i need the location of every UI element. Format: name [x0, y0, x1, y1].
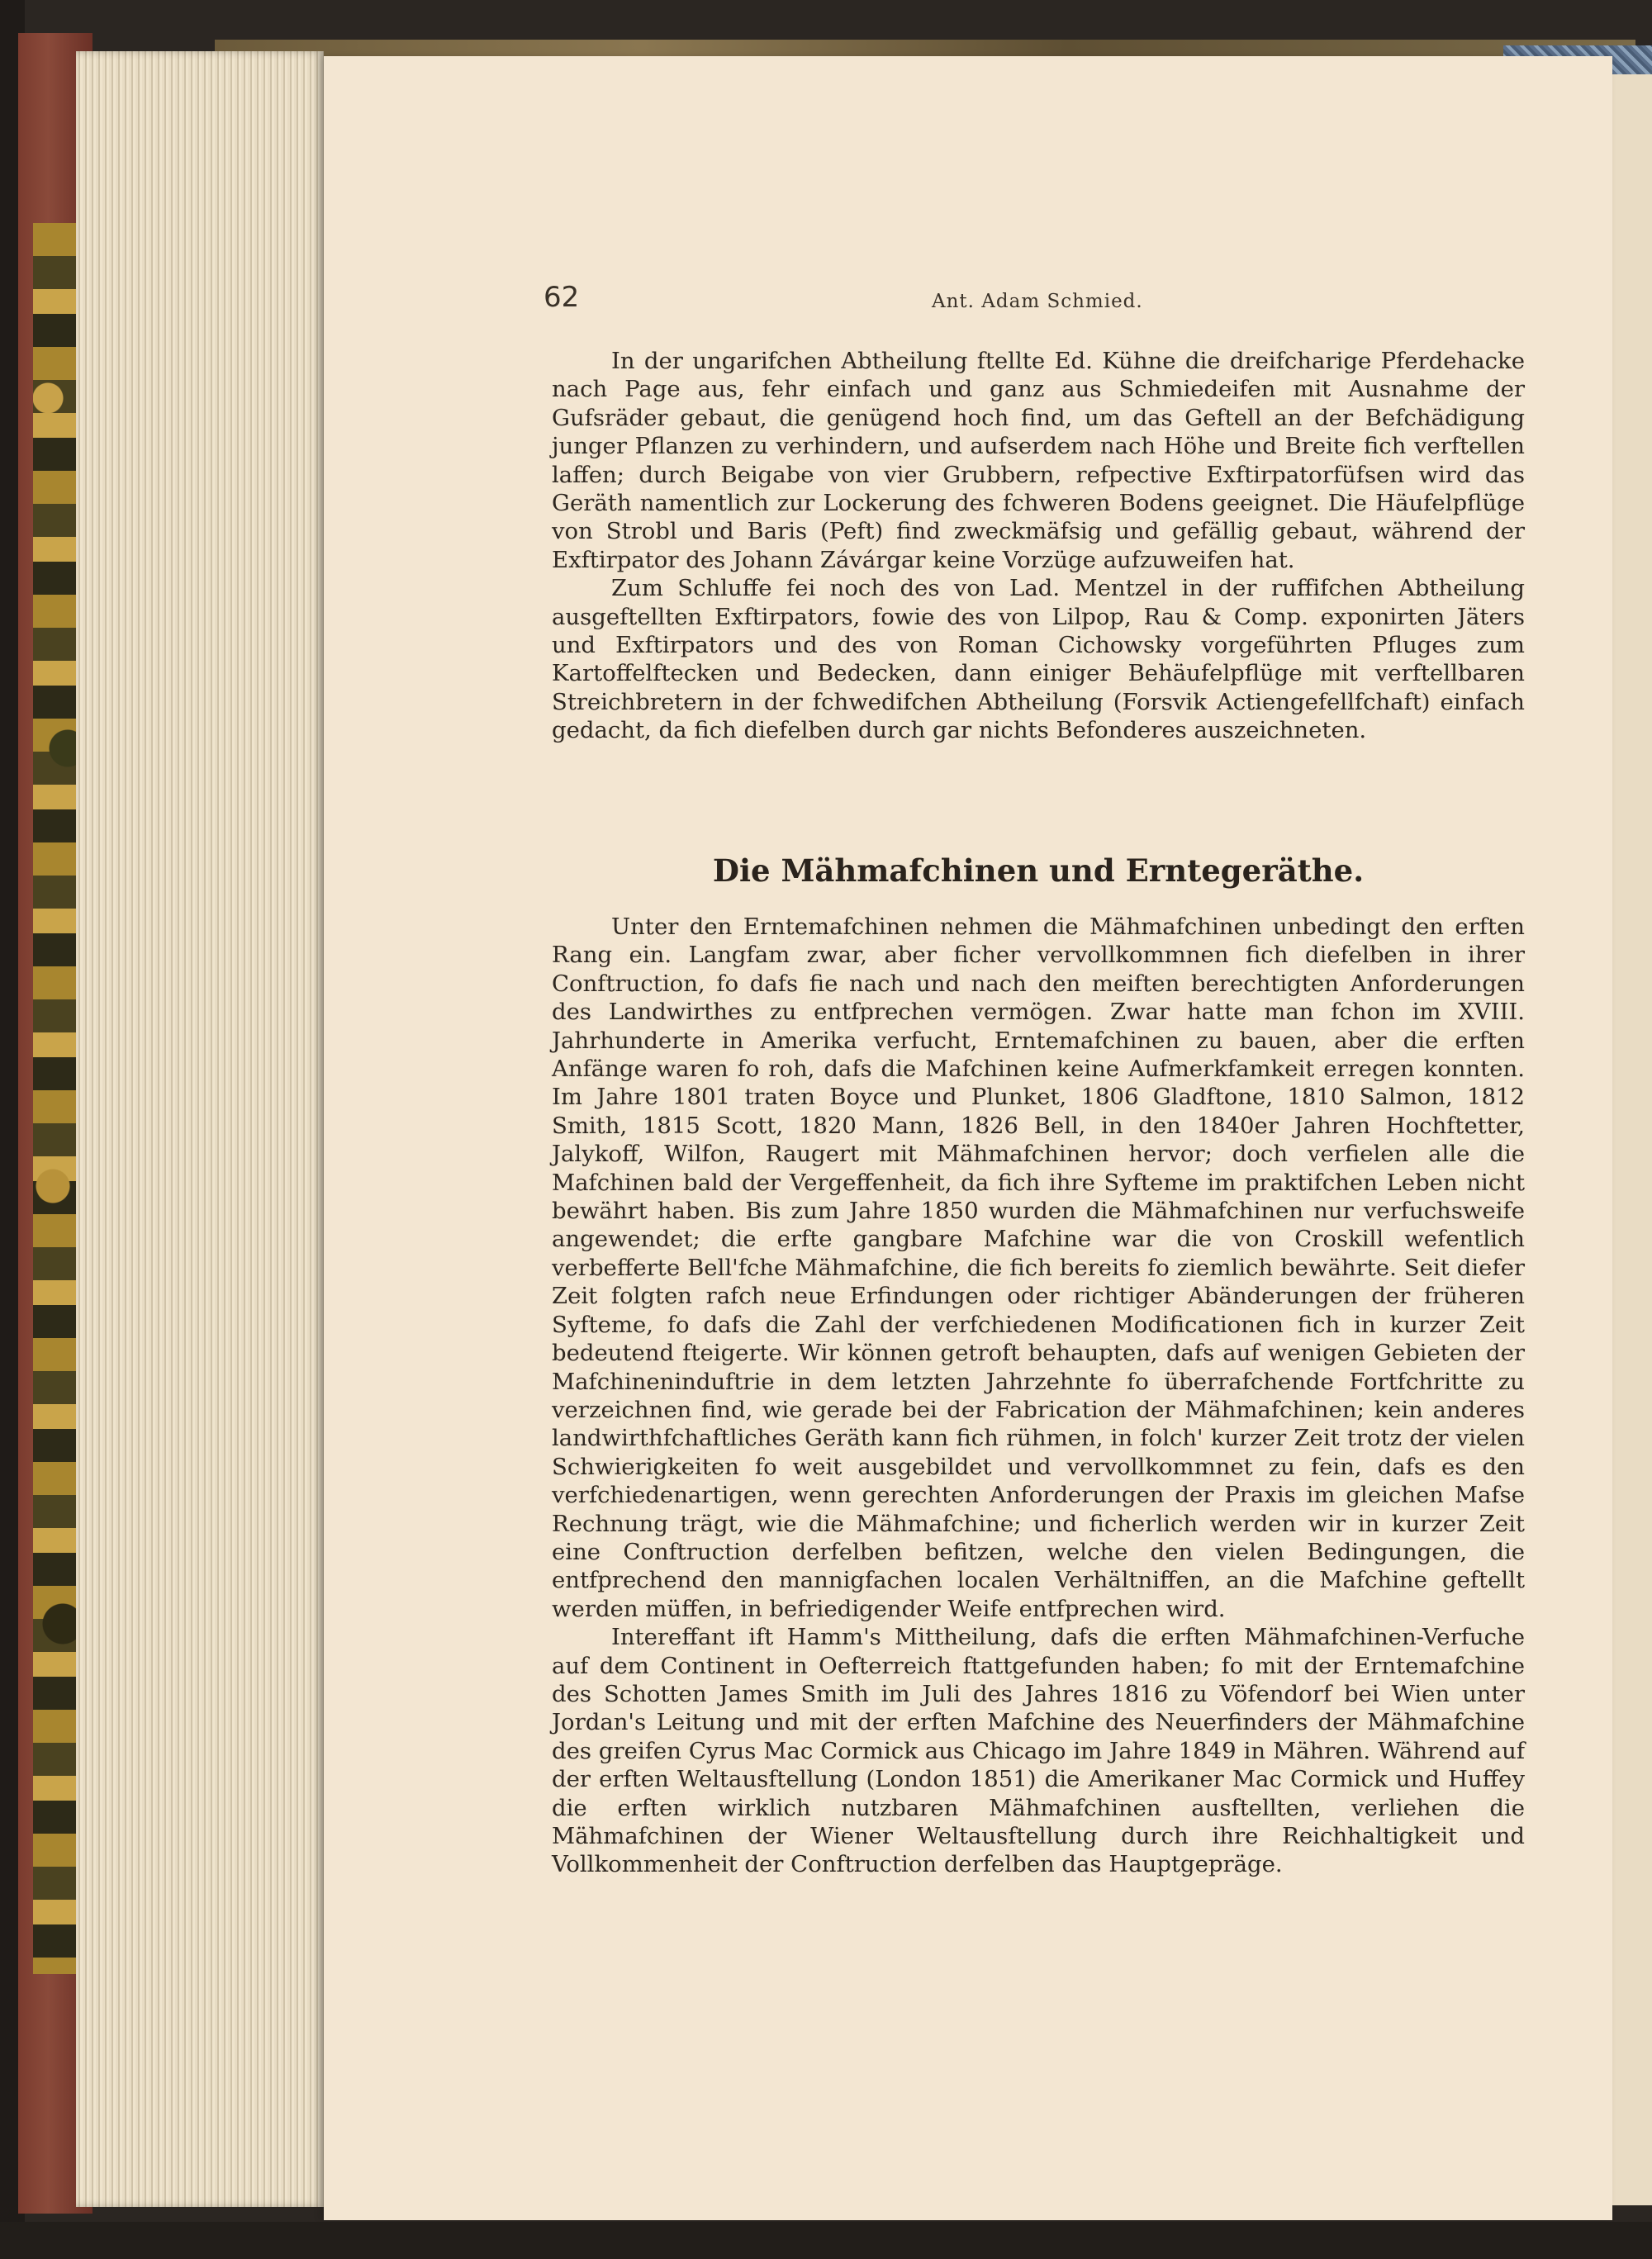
paragraph: Intereffant ift Hamm's Mittheilung, dafs die erften Mähmafchinen-Verfuche auf dem Continent in Oefterreich ftattgefunden haben; fo mit der Erntemafchine des Schotten James Smith im Juli des Jahres 1816 zu Vöfendorf bei Wien unter Jordan's Leitung und mit der erften Mafchine des Neuerfinders der Mähmafchine des greifen Cyrus Mac Cormick aus Chicago im Jahre 1849 in Mähren. Während auf der erften Weltausftellung (London 1851) die Amerikaner Mac Cormick und Huffey die erften wirklich nutzbaren Mähmafchinen ausftellten, verliehen die Mähmafchinen der Wiener Weltausftellung durch ihre Reichhaltigkeit und Vollkommenheit der Conftruction derfelben das Hauptgepräge.	[552, 1624, 1525, 1878]
paragraph: Unter den Erntemafchinen nehmen die Mähmafchinen unbedingt den erften Rang ein. Langfam zwar, aber ficher vervollkommnen fich diefelben in ihrer Conftruction, fo dafs fie nach und nach den meiften berechtigten Anforderungen des Landwirthes zu entfprechen vermögen. Zwar hatte man fchon im XVIII. Jahrhunderte in Amerika verfucht, Erntemafchinen zu bauen, aber die erften Anfänge waren fo roh, dafs die Mafchinen keine Aufmerkfamkeit erregen konnten. Im Jahre 1801 traten Boyce und Plunket, 1806 Gladftone, 1810 Salmon, 1812 Smith, 1815 Scott, 1820 Mann, 1826 Bell, in den 1840er Jahren Hochftetter, Jalykoff, Wilfon, Raugert mit Mähmafchinen hervor; doch verfielen alle die Mafchinen bald der Vergeffenheit, da fich ihre Syfteme im praktifchen Leben nicht bewährt haben. Bis zum Jahre 1850 wurden die Mähmafchinen nur verfuchsweife angewendet; die erfte gangbare Mafchine war die von Croskill wefentlich verbefferte Bell'fche Mähmafchine, die fich bereits fo ziemlich bewährte. Seit diefer Zeit folgten rafch neue Erfindungen oder richtiger Abänderungen der früheren Syfteme, fo dafs die Zahl der verfchiedenen Modificationen fich in kurzer Zeit bedeutend fteigerte. Wir können getroft behaupten, dafs auf wenigen Gebieten der Mafchineninduftrie in dem letzten Jahrzehnte fo überrafchende Fortfchritte zu verzeichnen find, wie gerade bei der Fabrication der Mähmafchinen; kein anderes landwirthfchaftliches Geräth kann fich rühmen, in folch' kurzer Zeit trotz der vielen Schwierigkeiten fo weit ausgebildet und vervollkommnet zu fein, dafs es den verfchiedenartigen, wenn gerechten Anforderungen der Praxis im gleichen Mafse Rechnung trägt, wie die Mähmafchine; und ficherlich werden wir in kurzer Zeit eine Conftruction derfelben befitzen, welche den vielen Bedingungen, die entfprechend den mannigfachen localen Verhältniffen, an die Mafchine geftellt werden müffen, in befriedigender Weife entfprechen wird.	[552, 914, 1525, 1622]
page-header	[544, 281, 1535, 330]
bottom-shadow	[0, 2222, 1652, 2259]
body-text-top	[552, 347, 1525, 745]
marbled-endpaper	[33, 223, 83, 1974]
body-text-section	[552, 913, 1525, 1879]
running-head: Ant. Adam Schmied.	[932, 291, 1143, 312]
page-stack-edges	[76, 51, 324, 2207]
paragraph: In der ungarifchen Abtheilung ftellte Ed. Kühne die dreifcharige Pferdehacke nach Page aus, fehr einfach und ganz aus Schmiedeifen mit Ausnahme der Gufsräder gebaut, die genügend hoch find, um das Geftell an der Befchädigung junger Pflanzen zu verhindern, und aufserdem nach Höhe und Breite fich verftellen laffen; durch Beigabe von vier Grubbern, refpective Exftirpatorfüfsen wird das Geräth namentlich zur Lockerung des fchweren Bodens geeignet. Die Häufelpflüge von Strobl und Baris (Peft) find zweckmäfsig und gefällig gebaut, während der Exftirpator des Johann Závárgar keine Vorzüge aufzuweifen hat.	[552, 348, 1525, 573]
page-number: 62	[544, 281, 580, 314]
paragraph: Zum Schluffe fei noch des von Lad. Mentzel in der ruffifchen Abtheilung ausgeftellten Exftirpators, fowie des von Lilpop, Rau & Comp. exponirten Jäters und Exftirpators und des von Roman Cichowsky vorgeführten Pfluges zum Kartoffelftecken und Bedecken, dann einiger Behäufelpflüge mit verftellbaren Streichbretern in der fchwedifchen Abtheilung (Forsvik Actiengefellfchaft) einfach gedacht, da fich diefelben durch gar nichts Befonderes auszeichneten.	[552, 575, 1525, 744]
section-heading: Die Mähmafchinen und Erntegeräthe.	[712, 852, 1365, 889]
